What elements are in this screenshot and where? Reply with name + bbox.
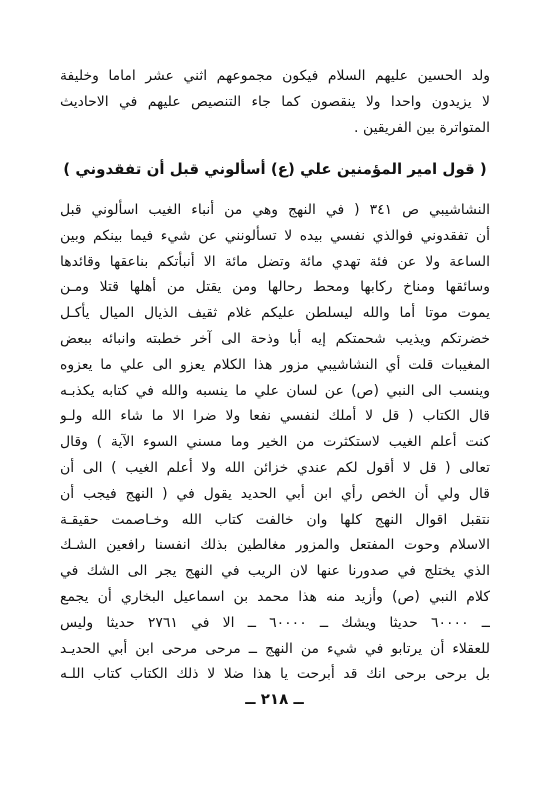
intro-paragraph [60,64,490,141]
body-line: قال الكتاب ( قل لا أملك لنفسي نفعا ولا ضرا الا ما شاء الله ولـو [60,408,490,425]
body-line: للعقلاء أن يرتابو في شيء من النهج ــ مرحى مرحى ابن أبي الحديـد [60,640,490,657]
body-line: نتقبل اقوال النهج كلها وان خالفت كتاب الله وخـاصمت حقيقـة [60,511,490,528]
section-heading: ( قول امير المؤمنين علي (ع) أسألوني قبل أن تفقدوني ) [63,160,487,178]
body-line: كلام النبي (ص) وأزيد منه هذا محمد بن اسماعيل البخاري أن يجمع [60,588,490,605]
body-line: النشاشيبي ص ٣٤١ ( في النهج وهي من أنباء الغيب اسألوني قبل [60,202,490,218]
body-line: قال ولي أن الخص رأي ابن أبي الحديد يقول في ( النهج فيجب أن [60,485,490,502]
body-paragraph [60,198,490,688]
body-line: الساعة ولا عن فئة تهدي مائة وتضل مائة الا أنبأتكم بناعقها وقائدها [60,253,490,270]
body-line: تعالى ( قل لا أقول لكم عندي خزائن الله ولا أعلم الغيب ) الى أن [60,459,490,476]
body-line: المغيبات قلت أي النشاشيبي مزور هذا الكلام يعزو الى علي ما يعزوه [60,356,490,373]
body-line: بل برحى برحى انك قد أبرحت يا هذا ضلا لا ذلك الكتاب كتاب اللـه [60,666,490,683]
body-line: خضرتكم ويذيب شحمتكم إيه أبا وذحة الى آخر خطبته وانبائه ببعض [60,330,490,347]
body-line: وسائقها ومناخ ركابها ومحط رحالها ومن يقتل من أهلها قتلا ومـن [60,279,490,296]
intro-line: المتواترة بين الفريقين . [354,119,490,136]
page-number: ــ ٢١٨ ــ [245,690,304,708]
body-line: الذي يختلج في صدورنا عنها لان الريب في النهج يجر الى الشك في [60,563,490,580]
body-line: أن تفقدوني فوالذي نفسي بيده لا تسألونني عن شيء فيما بينكم وبين [60,227,490,244]
intro-line: ولد الحسين عليهم السلام فيكون مجموعهم اثني عشر اماما وخليفة [60,68,490,84]
body-line: يموت موتا أما والله ليسلطن عليكم غلام ثقيف الذيال الميال يأكـل [60,305,490,322]
body-line: الاسلام وحوت المفتعل والمزور مغالطين بذلك انفسنا رافعين الشـك [60,537,490,554]
body-line: ــ ٦٠٠٠٠ حديثا ويشك ــ ٦٠٠٠٠ ــ الا في ٢٧٦١ حديثا وليس [60,614,490,631]
intro-line: لا يزيدون واحدا ولا ينقصون كما جاء التنصيص عليهم في الاحاديث [60,93,490,110]
body-line: كنت أعلم الغيب لاستكثرت من الخير وما مسني السوء الآية ) وقال [60,434,490,451]
body-line: وينسب الى النبي (ص) عن لسان علي ما ينسبه والله في كتابه يكذبـه [60,382,490,399]
